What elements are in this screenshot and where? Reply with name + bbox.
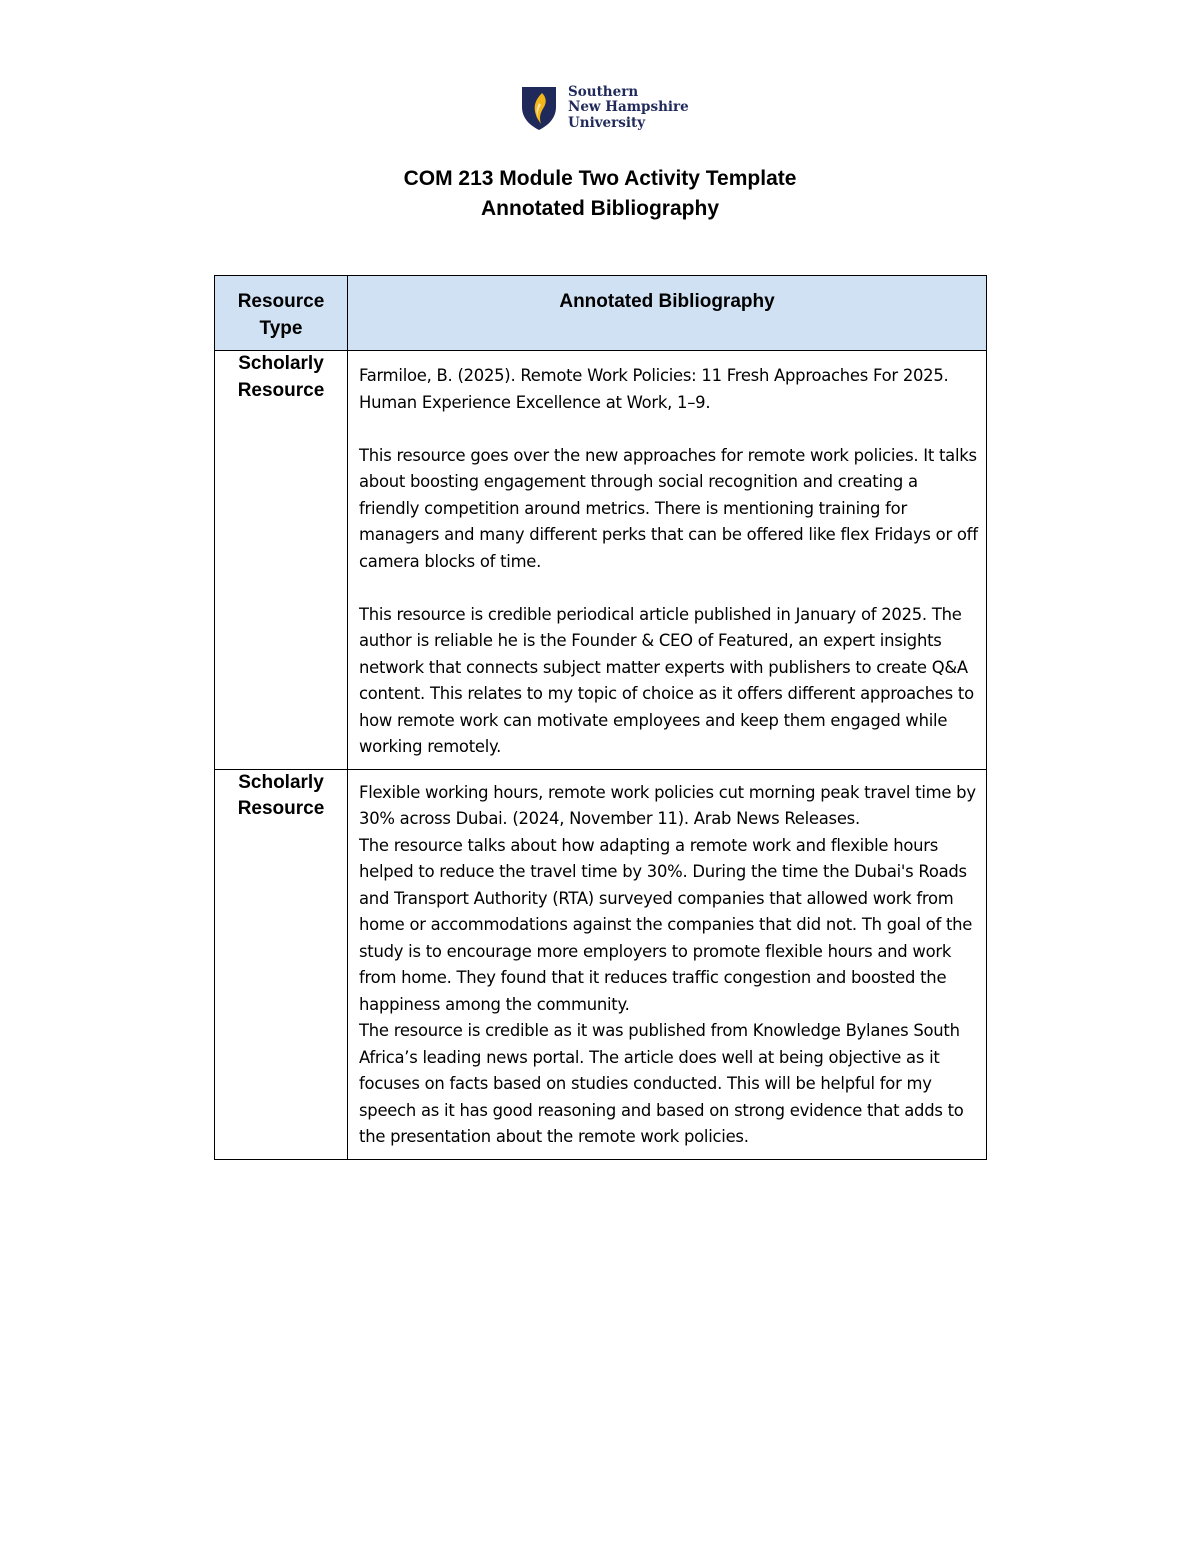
logo-line-3: University (568, 114, 646, 131)
annotation-cell (348, 769, 987, 1159)
header-type-line-1: Resource (237, 291, 325, 312)
table-header-row (215, 276, 987, 351)
title-line-1: COM 213 Module Two Activity Template (403, 167, 797, 190)
header-type-line-2: Type (259, 318, 303, 339)
resource-type-cell (215, 769, 348, 1159)
bibliography-table (214, 275, 987, 1160)
shield-flame-icon (520, 85, 558, 131)
resource-type-cell (215, 351, 348, 770)
resource-type-line-2: Resource (237, 798, 325, 819)
annotation-cell (348, 351, 987, 770)
summary: This resource goes over the new approaches for remote work policies. It talks about boosting engagement through social recognition and creating a friendly competition around metrics. There is mentioning training for managers and many different perks that can be offered like flex Fridays or off camera blocks of time. (359, 445, 978, 571)
title-line-2: Annotated Bibliography (481, 197, 719, 220)
header-resource-type (215, 276, 348, 351)
document-title (0, 164, 1200, 224)
evaluation: This resource is credible periodical article published in January of 2025. The author is reliable he is the Founder & CEO of Featured, an expert insights network that connects subject matter experts with publishers to create Q&A content. This relates to my topic of choice as it offers different approaches to how remote work can motivate employees and keep them engaged while working remotely. (359, 604, 974, 756)
citation: Flexible working hours, remote work policies cut morning peak travel time by 30% across Dubai. (2024, November 11). Arab News Releases. (359, 782, 976, 828)
logo-line-2: New Hampshire (568, 99, 689, 116)
resource-type-line-1: Scholarly (238, 353, 324, 374)
table-row (215, 769, 987, 1159)
resource-type-line-2: Resource (237, 379, 325, 401)
summary: The resource talks about how adapting a remote work and flexible hours helped to reduce the travel time by 30%. During the time the Dubai's Roads and Transport Authority (RTA) surveyed companies that allowed work from home or accommodations against the companies that did not. Th goal of the study is to encourage more employers to promote flexible hours and work from home. They found that it reduces traffic congestion and boosted the happiness among the community. (359, 835, 973, 1014)
university-logo (520, 84, 690, 132)
university-name (568, 85, 689, 132)
table-row (215, 351, 987, 770)
logo-line-1: Southern (568, 83, 639, 100)
header-annotated-bibliography: Annotated Bibliography (348, 276, 987, 351)
resource-type-line-1: Scholarly (238, 771, 324, 793)
citation: Farmiloe, B. (2025). Remote Work Policies: 11 Fresh Approaches For 2025. Human Experience Excellence at Work, 1–9. (359, 366, 949, 412)
evaluation: The resource is credible as it was published from Knowledge Bylanes South Africa’s leading news portal. The article does well at being objective as it focuses on facts based on studies conducted. This will be helpful for my speech as it has good reasoning and based on strong evidence that adds to the presentation about the remote work policies. (359, 1021, 964, 1146)
